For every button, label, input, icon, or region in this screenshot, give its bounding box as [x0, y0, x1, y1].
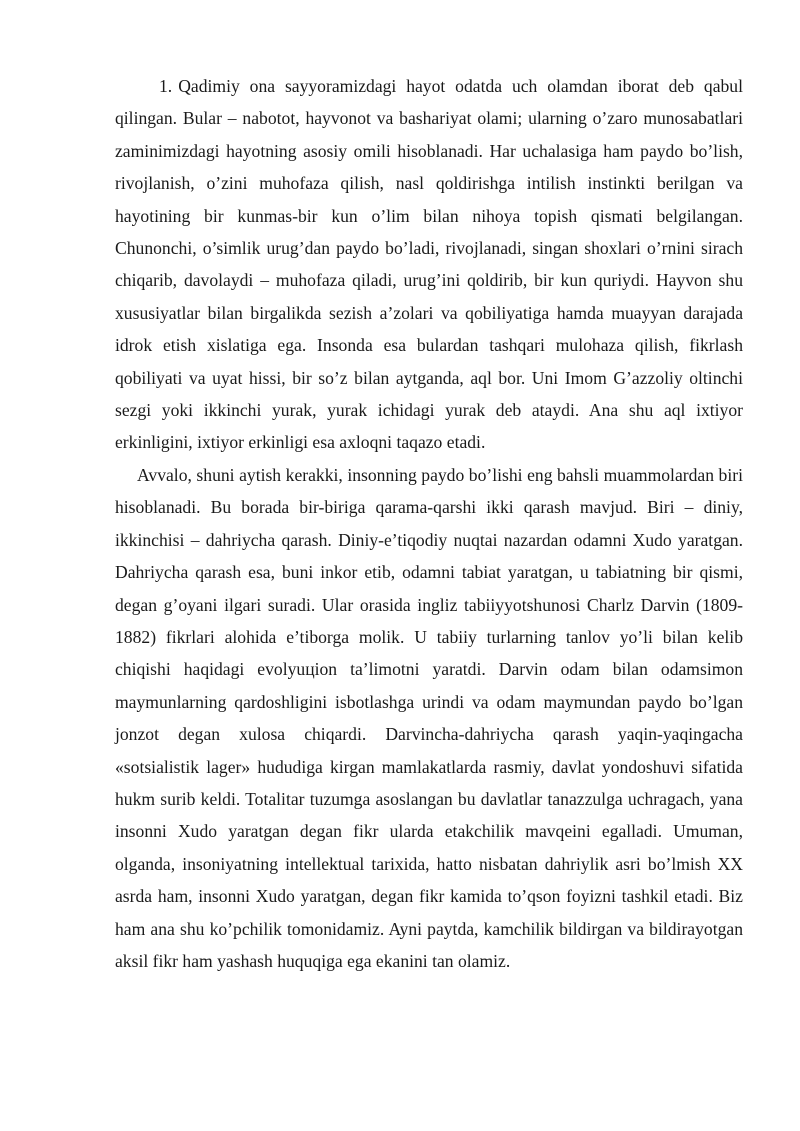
document-page: [115, 70, 743, 977]
paragraph-1-text: Qadimiy ona sayyoramizdagi hayot odatda uch olamdan iborat deb qabul qilingan. Bular – nabotot, hayvonot va bashariyat olami; ularning o’zaro munosabatlari zaminimizdagi hayotning asosiy omili hisoblanadi. Har uchalasiga ham paydo bo’lish, rivojlanish, o’zini muhofaza qilish, nasl qoldirishga intilish instinkti berilgan va hayotining bir kunmas-bir kun o’lim bilan nihoya topish qismati belgilangan. Chunonchi, o’simlik urug’dan paydo bo’ladi, rivojlanadi, singan shoxlari o’rnini sirach chiqarib, davolaydi – muhofaza qiladi, urug’ini qoldirib, bir kun quriydi. Hayvon shu xususiyatlar bilan birgalikda sezish a’zolari va qobiliyatiga hamda muayyan darajada idrok etish xislatiga ega. Insonda esa bulardan tashqari mulohaza qilish, fikrlash qobiliyati va uyat hissi, bir so’z bilan aytganda, aql bor. Uni Imom G’azzoliy oltinchi sezgi yoki ikkinchi yurak, yurak ichidagi yurak deb ataydi. Ana shu aql ixtiyor erkinligini, ixtiyor erkinligi esa axloqni taqazo etadi.: [115, 76, 743, 453]
paragraph-2: [115, 459, 743, 978]
paragraph-1: [115, 70, 743, 459]
paragraph-2-text: Avvalo, shuni aytish kerakki, insonning paydo bo’lishi eng bahsli muammolardan biri hisoblanadi. Bu borada bir-biriga qarama-qarshi ikki qarash mavjud. Biri – diniy, ikkinchisi – dahriycha qarash. Diniy-e’tiqodiy nuqtai nazardan odamni Xudo yaratgan. Dahriycha qarash esa, buni inkor etib, odamni tabiat yaratgan, u tabiatning bir qismi, degan g’oyani ilgari suradi. Ular orasida ingliz tabiiyyotshunosi Charlz Darvin (1809-1882) fikrlari alohida e’tiborga molik. U tabiiy turlarning tanlov yo’li bilan kelib chiqishi haqidagi evolyuцion ta’limotni yaratdi. Darvin odam bilan odamsimon maymunlarning qardoshligini isbotlashga urindi va odam maymundan paydo bo’lgan jonzot degan xulosa chiqardi. Darvincha-dahriycha qarash yaqin-yaqingacha «sotsialistik lager» hududiga kirgan mamlakatlarda rasmiy, davlat yondoshuvi sifatida hukm surib keldi. Totalitar tuzumga asoslangan bu davlatlar tanazzulga uchragach, yana insonni Xudo yaratgan degan fikr ularda etakchilik mavqeini egalladi. Umuman, olganda, insoniyatning intellektual tarixida, hatto nisbatan dahriylik asri bo’lmish XX asrda ham, insonni Xudo yaratgan, degan fikr kamida to’qson foyizni tashkil etadi. Biz ham ana shu ko’pchilik tomonidamiz. Ayni paytda, kamchilik bildirgan va bildirayotgan aksil fikr ham yashash huquqiga ega ekanini tan olamiz.: [115, 464, 743, 971]
paragraph-number: 1.: [159, 76, 173, 96]
